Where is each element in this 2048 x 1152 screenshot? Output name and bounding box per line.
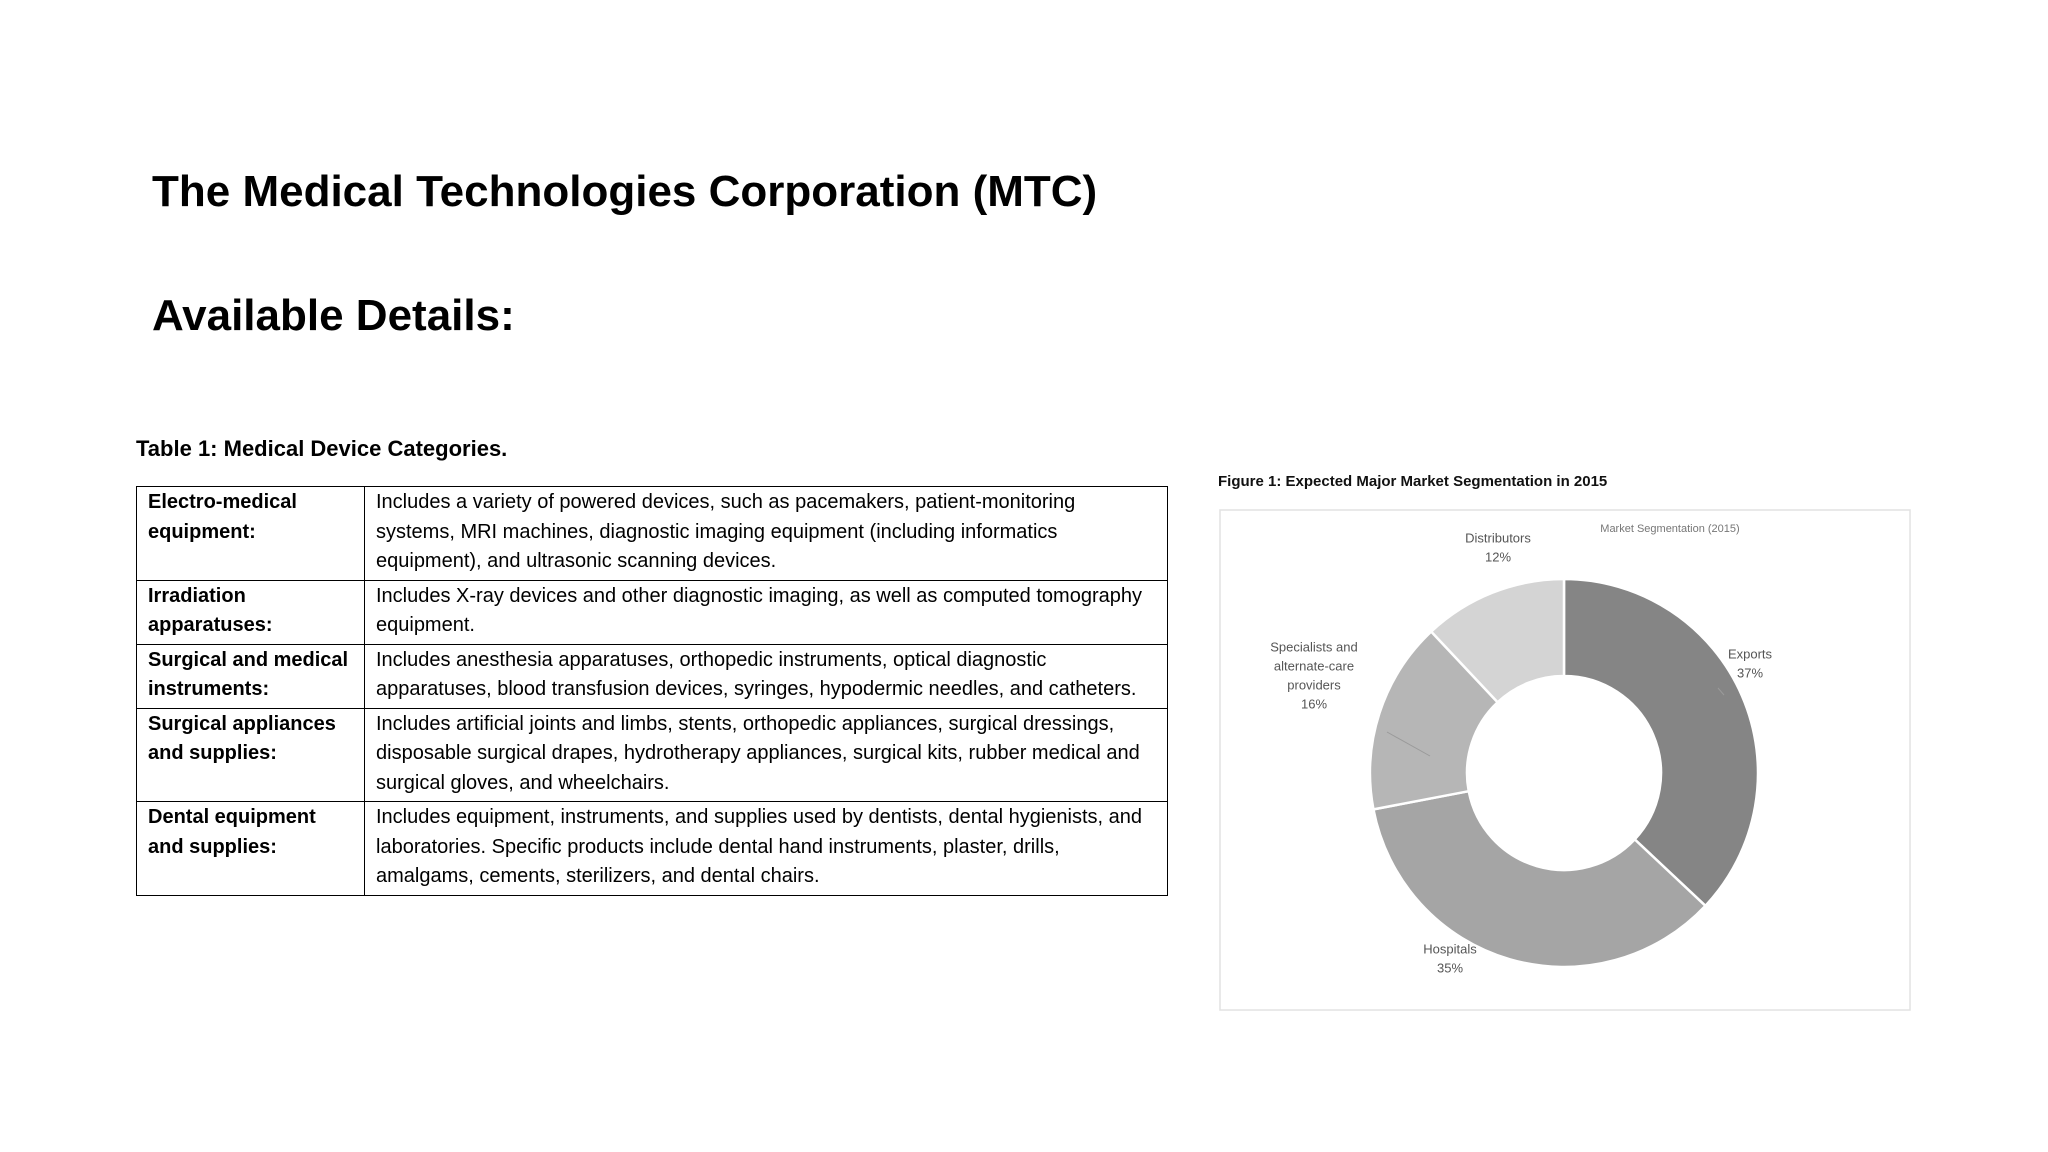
slide-title: The Medical Technologies Corporation (MTC) — [152, 167, 1098, 216]
slice-label: Hospitals 35% — [1423, 941, 1477, 976]
table-caption: Table 1: Medical Device Categories. — [136, 436, 508, 461]
figure-caption: Figure 1: Expected Major Market Segmentation in 2015 — [1218, 473, 1608, 490]
table-row — [137, 802, 1168, 896]
donut-chart-svg — [1190, 500, 1936, 1026]
slide-subtitle: Available Details: — [152, 291, 515, 340]
table-row — [137, 580, 1168, 644]
description-cell: Includes a variety of powered devices, such as pacemakers, patient-monitoring systems, MRI machines, diagnostic imaging equipment (including informatics equipment), and ultrasonic scanning devices. — [365, 487, 1168, 581]
category-cell: Surgical and medical instruments: — [137, 644, 365, 708]
slice-label: Exports 37% — [1727, 646, 1773, 681]
category-cell: Electro-medical equipment: — [137, 487, 365, 581]
table-row — [137, 487, 1168, 581]
device-categories-table — [136, 486, 1168, 896]
description-cell: Includes X-ray devices and other diagnostic imaging, as well as computed tomography equipment. — [365, 580, 1168, 644]
slice-label: Distributors 12% — [1465, 530, 1531, 565]
description-cell: Includes equipment, instruments, and supplies used by dentists, dental hygienists, and laboratories. Specific products include dental hand instruments, plaster, drills, amalgams, cements, sterilizers, and dental chairs. — [365, 802, 1168, 896]
category-cell: Dental equipment and supplies: — [137, 802, 365, 896]
table-row — [137, 644, 1168, 708]
table-row — [137, 708, 1168, 802]
category-cell: Surgical appliances and supplies: — [137, 708, 365, 802]
market-segmentation-chart — [1190, 500, 1936, 1026]
description-cell: Includes anesthesia apparatuses, orthopedic instruments, optical diagnostic apparatuses, blood transfusion devices, syringes, hypodermic needles, and catheters. — [365, 644, 1168, 708]
description-cell: Includes artificial joints and limbs, stents, orthopedic appliances, surgical dressings, disposable surgical drapes, hydrotherapy appliances, surgical kits, rubber medical and surgical gloves, and wheelchairs. — [365, 708, 1168, 802]
category-cell: Irradiation apparatuses: — [137, 580, 365, 644]
slice-label: Specialists and alternate-care providers 16% — [1270, 639, 1358, 712]
chart-title: Market Segmentation (2015) — [1600, 523, 1740, 535]
